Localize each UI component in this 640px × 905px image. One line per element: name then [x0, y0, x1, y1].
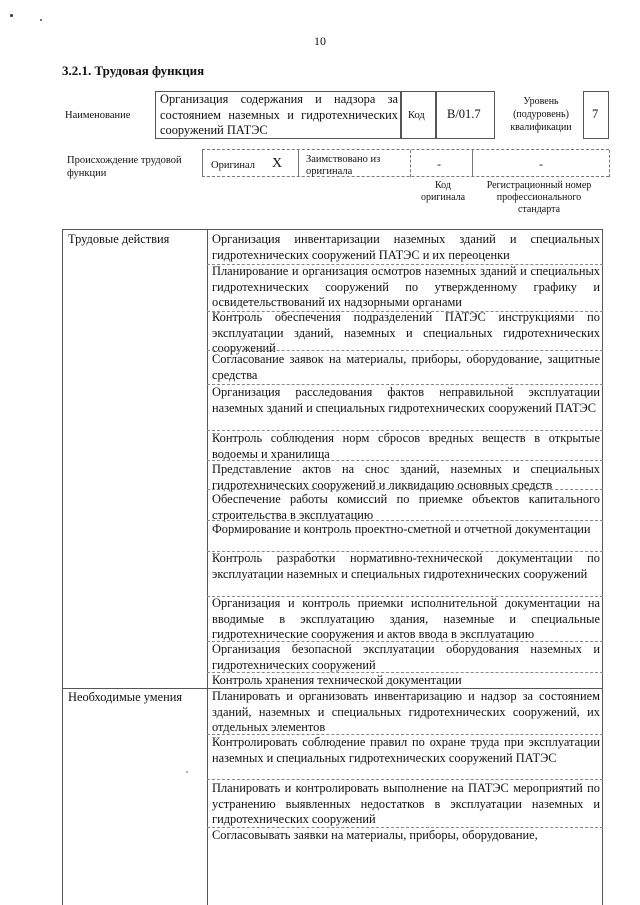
section-title: 3.2.1. Трудовая функция: [62, 63, 205, 78]
scan-speck: [186, 771, 188, 773]
code-dash: -: [437, 157, 441, 171]
scan-speck: [40, 19, 42, 21]
origin-divider: [410, 150, 411, 177]
table-row: Формирование и контроль проектно-сметной и отчетной документации: [212, 522, 591, 536]
origin-divider: [472, 150, 473, 177]
table-row: Контролировать соблюдение правил по охране труда при эксплуатации наземных и специальных гидротехнических сооружений ПАТЭС: [212, 735, 600, 765]
code-label: Код: [408, 110, 425, 121]
original-mark: X: [272, 156, 283, 171]
page-number: 10: [314, 34, 326, 48]
function-name: Организация содержания и надзора за состоянием наземных и гидротехнических сооружений ПАТЭС: [160, 92, 398, 137]
table-row: Обеспечение работы комиссий по приемке объектов капитального строительства в эксплуатацию: [212, 492, 600, 522]
table-row: Согласовывать заявки на материалы, приборы, оборудование,: [212, 828, 538, 842]
code-value: В/01.7: [447, 107, 481, 121]
level-label: Уровень (подуровень) квалификации: [510, 96, 572, 133]
name-label: Наименование: [65, 110, 131, 121]
scan-speck: [10, 14, 13, 17]
table-row: Контроль хранения технической документации: [212, 673, 462, 687]
table-row: Планировать и контролировать выполнение на ПАТЭС мероприятий по устранению выявленных недостатков в эксплуатации наземных и гидротехнических сооружений: [212, 781, 600, 826]
table-row: Организация расследования фактов неправильной эксплуатации наземных зданий и специальных гидротехнических сооружений ПАТЭС: [212, 385, 600, 415]
level-value: 7: [592, 107, 599, 121]
table-row: Контроль обеспечения подразделений ПАТЭС инструкциями по эксплуатации зданий, наземных и специальных гидротехнических сооружений: [212, 310, 600, 355]
table-row: Контроль соблюдения норм сбросов вредных веществ в открытые водоемы и хранилища: [212, 431, 600, 461]
table-row: Организация безопасной эксплуатации оборудования наземных и гидротехнических сооружений: [212, 642, 600, 672]
caption-reg: Регистрационный номер профессионального стандарта: [486, 180, 592, 215]
table-row: Организация и контроль приемки исполнительной документации на вводимые в эксплуатацию здания, наземные и специальные гидротехнические сооружения и актов ввода в эксплуатацию: [212, 596, 600, 641]
origin-label: Происхождение трудовой функции: [67, 155, 182, 179]
origin-top-line: [202, 149, 609, 150]
group-label-labor-actions: Трудовые действия: [68, 232, 170, 246]
origin-divider: [298, 150, 299, 177]
borrowed-label: Заимствовано из оригинала: [306, 154, 381, 177]
table-row: Организация инвентаризации наземных зданий и специальных гидротехнических сооружений ПАТЭС и их переоценки: [212, 232, 600, 262]
origin-divider: [202, 150, 203, 177]
table-row: Согласование заявок на материалы, приборы, оборудование, защитные средства: [212, 352, 600, 382]
table-row: Планировать и организовать инвентаризацию и надзор за состоянием зданий, наземных и специальных гидротехнических сооружений, их отдельных элементов: [212, 689, 600, 734]
reg-dash: -: [539, 157, 543, 171]
labor-function-table: [62, 229, 603, 905]
table-row: Представление актов на снос зданий, наземных и специальных гидротехнических сооружений и ликвидацию основных средств: [212, 462, 600, 492]
origin-divider: [609, 150, 610, 177]
table-row: Контроль разработки нормативно-технической документации по эксплуатации наземных и специальных гидротехнических сооружений: [212, 551, 600, 581]
group-label-skills: Необходимые умения: [68, 690, 183, 704]
table-row: Планирование и организация осмотров наземных зданий и специальных гидротехнических сооружений по утвержденному графику и освидетельствований их надзорными органами: [212, 264, 600, 309]
original-label: Оригинал: [211, 160, 255, 171]
caption-code: Код оригинала: [420, 180, 466, 203]
